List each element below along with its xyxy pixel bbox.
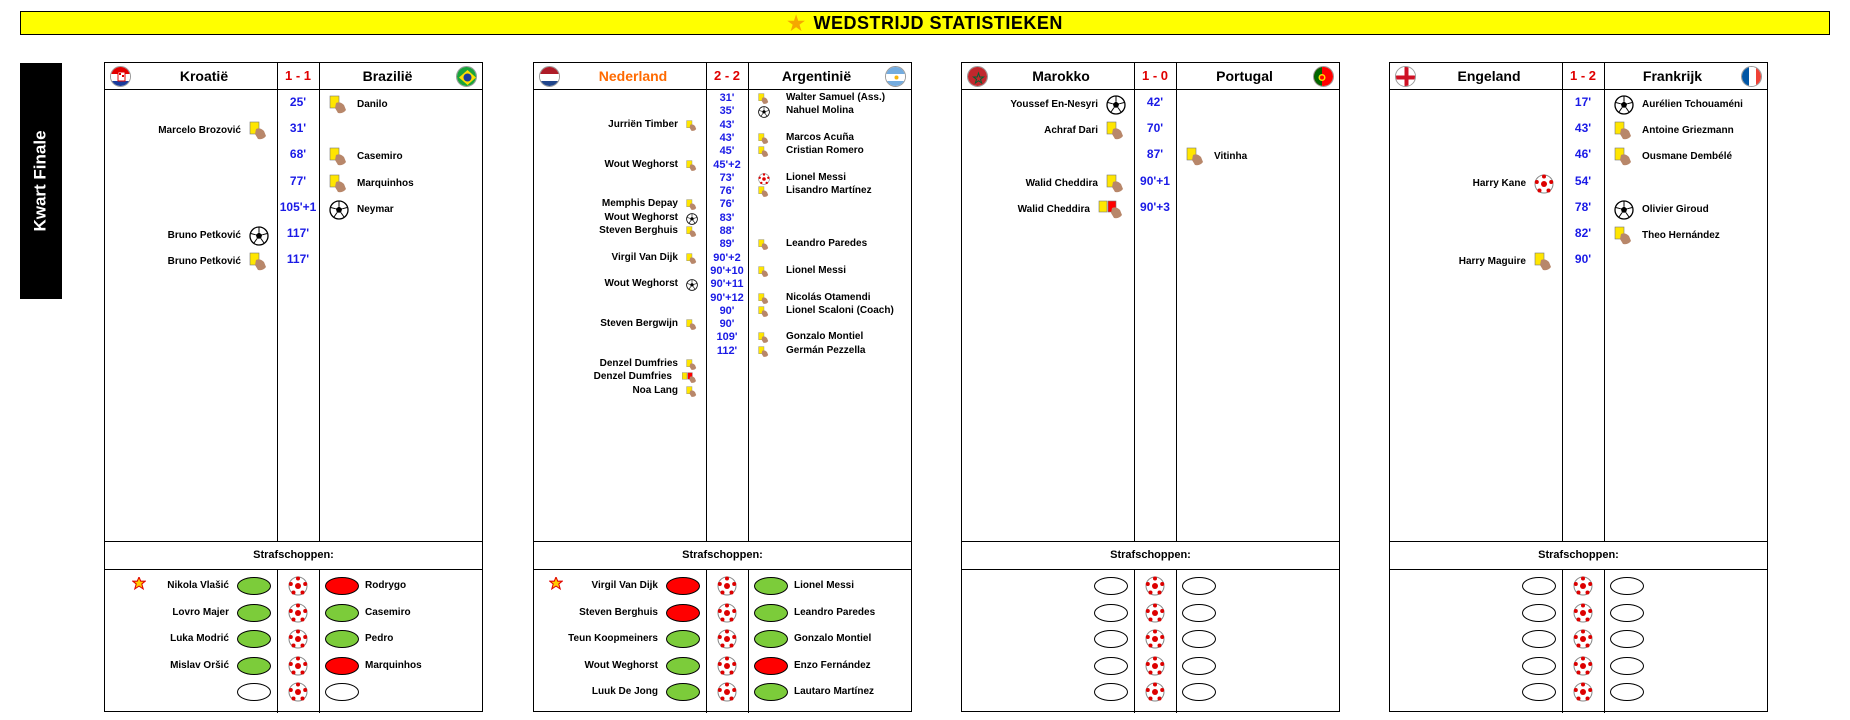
home-penalty-taker: Steven Berghuis [579,606,658,618]
column-divider [748,569,749,713]
event-player: Danilo [357,99,388,110]
event-player: Walid Cheddira [1017,203,1090,215]
event-minute: 77' [289,173,307,188]
page-title: WEDSTRIJD STATISTIEKEN [813,12,1063,33]
header-divider [1390,89,1767,90]
event-player: Harry Kane [1472,177,1526,189]
event-player: Achraf Dari [1044,125,1098,137]
away-penalty-result [1182,630,1216,648]
event-minute: 90'+1 [1140,173,1170,188]
captain-star-icon [549,577,563,593]
event-minute: 17' [1574,95,1592,109]
soccer-ball-icon [329,200,349,225]
yellow-card-icon [1106,121,1126,146]
event-player: Bruno Petković [167,230,241,241]
event-player: Lionel Messi [786,264,847,276]
away-penalty-result [325,630,359,648]
away-team-name: Argentinië [781,68,852,84]
away-penalty-result [754,604,788,622]
soccer-ball-icon [1614,200,1634,225]
away-penalty-result [1610,577,1644,595]
soccer-ball-icon [1614,95,1634,120]
home-penalty-result [237,577,271,595]
penalty-ball-icon [717,629,737,654]
home-penalty-result [666,604,700,622]
away-penalty-taker: Casemiro [365,606,411,618]
home-penalty-taker: Lovro Majer [172,606,229,618]
event-player: Walid Cheddira [1025,177,1098,189]
yellow-card-icon [1614,121,1634,146]
match-score: 2 - 2 [713,68,740,83]
event-minute: 70' [1146,121,1164,136]
home-penalty-taker: Wout Weghorst [584,659,658,671]
penalty-ball-icon [288,682,308,707]
column-divider [319,569,320,713]
column-divider [319,63,320,541]
penalty-ball-icon [1145,603,1165,628]
home-penalty-result [666,683,700,701]
away-penalty-taker: Enzo Fernández [794,659,871,671]
event-minute: 90' [1574,252,1592,267]
event-minute: 76' [719,198,735,211]
event-minute: 73' [719,171,735,184]
home-penalty-result [237,604,271,622]
penalty-header-divider [105,569,482,570]
event-player: Lionel Messi [786,171,847,183]
event-player: Memphis Depay [601,198,678,210]
penalty-ball-icon [1145,656,1165,681]
penalty-ball-icon [288,576,308,601]
away-penalty-taker: Pedro [365,633,394,644]
event-minute: 31' [289,121,307,136]
event-minute: 90'+10 [710,264,744,277]
match-panel [533,62,912,712]
event-minute: 76' [719,185,735,198]
yellow-card-icon [758,345,770,363]
star-icon: ★ [787,12,806,35]
column-divider [1604,63,1605,541]
soccer-ball-icon [758,105,770,123]
home-penalty-taker: Nikola Vlašić [167,580,229,591]
event-player: Virgil Van Dijk [611,251,678,263]
home-penalty-taker: Virgil Van Dijk [591,580,658,591]
home-penalty-result [1094,630,1128,648]
home-penalty-result [666,657,700,675]
event-minute: 43' [719,118,735,131]
yellow-card-icon [1106,174,1126,199]
event-player: Noa Lang [632,384,678,396]
event-player: Denzel Dumfries [593,371,672,383]
event-player: Cristian Romero [786,145,864,157]
away-penalty-result [1182,604,1216,622]
penalty-ball-icon [1145,629,1165,654]
event-player: Antoine Griezmann [1642,125,1734,137]
away-penalty-result [1182,683,1216,701]
event-minute: 42' [1146,95,1164,109]
home-penalty-result [1522,577,1556,595]
home-penalty-taker: Teun Koopmeiners [568,633,658,644]
event-minute: 90'+12 [710,291,744,304]
penalty-ball-icon [1573,682,1593,707]
penalty-ball-icon [1573,603,1593,628]
column-divider [1134,569,1135,713]
away-penalty-taker: Leandro Paredes [794,606,876,618]
yellow-card-icon [686,318,698,336]
yellow-card-icon [758,305,770,323]
event-minute: 54' [1574,173,1592,188]
event-player: Steven Bergwijn [600,318,678,330]
event-player: Lisandro Martínez [786,185,872,197]
event-player: Jurriën Timber [608,118,678,130]
event-player: Walter Samuel (Ass.) [786,92,886,103]
yellow-card-icon [329,147,349,172]
away-penalty-taker: Marquinhos [365,659,422,671]
event-player: Wout Weghorst [604,211,678,223]
penalty-title: Strafschoppen: [682,549,763,561]
home-penalty-result [237,683,271,701]
match-score: 1 - 1 [284,68,311,83]
column-divider [748,63,749,541]
event-minute: 109' [716,331,738,344]
event-player: Nicolás Otamendi [786,291,871,303]
yellow-card-icon [249,252,269,277]
home-penalty-taker: Mislav Oršić [170,659,229,671]
away-penalty-taker: Rodrygo [365,580,407,591]
event-player: Olivier Giroud [1642,203,1709,215]
away-penalty-result [754,630,788,648]
event-player: Denzel Dumfries [599,358,678,369]
penalty-ball-icon [717,682,737,707]
away-penalty-result [1610,630,1644,648]
penalty-ball-icon [288,629,308,654]
event-player: Vitinha [1214,151,1248,163]
event-minute: 35' [719,105,735,118]
column-divider [1176,63,1177,541]
event-minute: 82' [1574,226,1592,240]
penalty-title: Strafschoppen: [1110,549,1191,561]
event-minute: 90' [719,304,735,317]
yellow-card-icon [758,185,770,203]
column-divider [277,569,278,713]
red-card-icon [1098,200,1126,225]
event-minute: 90' [719,318,735,331]
penalty-ball-icon [1573,656,1593,681]
yellow-card-icon [686,252,698,270]
home-team-name: Kroatië [179,68,229,84]
home-penalty-taker: Luka Modrić [170,633,229,644]
yellow-card-icon [686,225,698,243]
yellow-card-icon [758,238,770,256]
home-penalty-result [1522,630,1556,648]
column-divider [1176,569,1177,713]
home-penalty-result [666,577,700,595]
title-bar [20,11,1830,35]
event-minute: 88' [719,225,735,237]
penalty-ball-icon [717,576,737,601]
match-score: 1 - 0 [1141,68,1168,83]
event-player: Theo Hernández [1642,230,1720,241]
away-penalty-taker: Lautaro Martínez [794,686,875,697]
event-player: Ousmane Dembélé [1642,151,1733,163]
column-divider [706,569,707,713]
yellow-card-icon [1614,147,1634,172]
column-divider [1604,569,1605,713]
header-divider [962,89,1339,90]
away-penalty-taker: Lionel Messi [794,580,855,591]
event-player: Marcelo Brozović [158,125,241,137]
event-minute: 105'+1 [279,199,317,214]
event-minute: 31' [719,92,735,104]
home-penalty-result [1094,683,1128,701]
morocco-flag-icon [967,66,988,87]
event-player: Youssef En-Nesyri [1010,99,1098,110]
home-penalty-result [1094,657,1128,675]
away-team-name: Brazilië [362,68,413,84]
france-flag-icon [1741,66,1762,87]
event-player: Lionel Scaloni (Coach) [786,304,894,316]
event-minute: 25' [289,95,307,109]
away-penalty-result [1610,683,1644,701]
away-penalty-result [325,657,359,675]
event-player: Leandro Paredes [786,238,868,250]
round-label-text: Kwart Finale [31,130,50,232]
event-player: Gonzalo Montiel [786,331,864,343]
croatia-flag-icon [110,66,131,87]
match-panel [961,62,1340,712]
event-player: Aurélien Tchouaméni [1642,99,1743,110]
penalty-ball-icon [288,656,308,681]
column-divider [1562,569,1563,713]
event-minute: 112' [716,344,738,357]
event-minute: 90'+2 [713,251,741,264]
home-penalty-result [237,657,271,675]
penalty-ball-icon [717,603,737,628]
away-penalty-result [1182,657,1216,675]
event-minute: 43' [1574,121,1592,136]
home-penalty-result [666,630,700,648]
event-minute: 89' [719,238,735,251]
penalty-ball-icon [1573,576,1593,601]
away-penalty-taker: Gonzalo Montiel [794,633,872,644]
home-penalty-result [1522,683,1556,701]
home-penalty-result [1522,604,1556,622]
away-penalty-result [325,604,359,622]
match-panel [104,62,483,712]
yellow-card-icon [758,145,770,163]
away-penalty-result [325,577,359,595]
event-minute: 78' [1574,199,1592,214]
event-minute: 45' [719,145,735,158]
penalty-ball-icon [1534,174,1554,199]
away-penalty-result [754,577,788,595]
event-player: Steven Berghuis [599,225,678,236]
event-minute: 46' [1574,147,1592,162]
home-penalty-taker: Luuk De Jong [591,686,658,697]
event-minute: 43' [719,131,735,144]
event-minute: 68' [289,147,307,162]
event-player: Marquinhos [357,177,414,189]
yellow-card-icon [686,119,698,137]
away-penalty-result [1610,657,1644,675]
away-penalty-result [1182,577,1216,595]
home-team-name: Engeland [1457,68,1521,84]
yellow-card-icon [1534,252,1554,277]
soccer-ball-icon [686,278,698,296]
yellow-card-icon [1614,226,1634,251]
header-divider [105,89,482,90]
soccer-ball-icon [1106,95,1126,120]
event-minute: 45'+2 [713,158,741,171]
event-minute: 117' [286,252,310,267]
event-player: Bruno Petković [167,256,241,268]
yellow-card-icon [758,265,770,283]
event-player: Wout Weghorst [604,278,678,290]
event-minute: 83' [719,211,735,224]
england-flag-icon [1395,66,1416,87]
home-team-name: Nederland [598,68,668,84]
match-score: 1 - 2 [1569,68,1596,83]
home-penalty-result [1094,577,1128,595]
home-penalty-result [1522,657,1556,675]
event-player: Neymar [357,203,394,215]
away-team-name: Frankrijk [1642,68,1703,84]
captain-star-icon [132,577,146,593]
penalty-ball-icon [1145,682,1165,707]
penalty-header-divider [534,569,911,570]
argentina-flag-icon [885,66,906,87]
event-minute: 117' [286,226,310,240]
yellow-card-icon [1186,147,1206,172]
event-player: Nahuel Molina [786,105,854,117]
yellow-card-icon [686,385,698,403]
soccer-ball-icon [249,226,269,251]
away-penalty-result [754,657,788,675]
penalty-ball-icon [1145,576,1165,601]
away-team-name: Portugal [1216,68,1273,84]
event-player: Germán Pezzella [786,344,866,356]
penalty-title: Strafschoppen: [253,549,334,561]
away-penalty-result [754,683,788,701]
away-penalty-result [325,683,359,701]
home-team-name: Marokko [1032,68,1090,84]
penalty-title: Strafschoppen: [1538,549,1619,561]
netherlands-flag-icon [539,66,560,87]
event-minute: 87' [1146,147,1164,162]
home-penalty-result [1094,604,1128,622]
event-minute: 90'+3 [1140,199,1170,214]
away-penalty-result [1610,604,1644,622]
penalty-ball-icon [717,656,737,681]
yellow-card-icon [686,159,698,177]
event-player: Casemiro [357,151,403,163]
event-player: Marcos Acuña [786,131,854,143]
yellow-card-icon [329,174,349,199]
event-minute: 90'+11 [710,278,744,291]
match-panel [1389,62,1768,712]
yellow-card-icon [249,121,269,146]
event-player: Harry Maguire [1458,256,1526,268]
penalty-ball-icon [1573,629,1593,654]
home-penalty-result [237,630,271,648]
event-player: Wout Weghorst [604,158,678,170]
round-label [20,63,62,299]
header-divider [534,89,911,90]
penalty-header-divider [1390,569,1767,570]
brazil-flag-icon [456,66,477,87]
penalty-ball-icon [288,603,308,628]
portugal-flag-icon [1313,66,1334,87]
penalty-header-divider [962,569,1339,570]
yellow-card-icon [329,95,349,120]
